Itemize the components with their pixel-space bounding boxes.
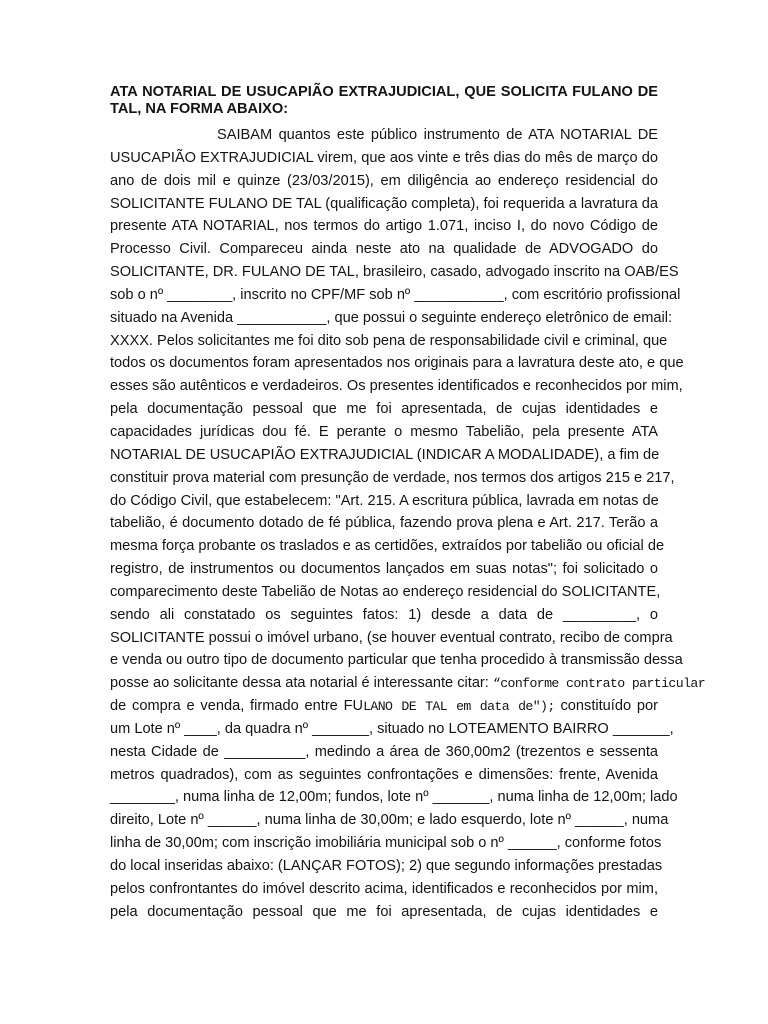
body-line: ano de dois mil e quinze (23/03/2015), em diligência ao endereço residencial do [110,172,658,189]
body-line: situado na Avenida ___________, que possui o seguinte endereço eletrônico de email: [110,309,673,326]
body-line: um Lote nº ____, da quadra nº _______, situado no LOTEAMENTO BAIRRO _______, [110,720,674,737]
body-line: metros quadrados), com as seguintes confrontações e dimensões: frente, Avenida [110,766,658,783]
body-line: Processo Civil. Compareceu ainda neste ato na qualidade de ADVOGADO do [110,241,658,258]
body-line: registro, de instrumentos ou documentos lançados em suas notas"; foi solicitado o [110,561,658,578]
body-line: SOLICITANTE FULANO DE TAL (qualificação completa), foi requerida a lavratura da [110,195,658,212]
body-line [110,672,706,695]
body-line: SAIBAM quantos este público instrumento de ATA NOTARIAL DE [217,127,658,143]
body-line: pelos confrontantes do imóvel descrito acima, identificados e reconhecidos por mim, [110,880,658,897]
body-line-text: de compra e venda, firmado entre FU [110,698,364,715]
body-line: mesma força probante os traslados e as certidões, extraídos por tabelião ou oficial de [110,538,665,555]
body-line: do Código Civil, que estabelecem: "Art. 215. A escritura pública, lavrada em notas de [110,492,659,509]
body-line: ________, numa linha de 12,00m; fundos, lote nº _______, numa linha de 12,00m; lado [110,789,678,806]
body-line-text: posse ao solicitante dessa ata notarial é interessante citar: [110,675,493,692]
body-line: sendo ali constatado os seguintes fatos: 1) desde a data de _________, o [110,606,658,623]
body-line: SOLICITANTE, DR. FULANO DE TAL, brasileiro, casado, advogado inscrito na OAB/ES [110,264,679,281]
body-line: comparecimento deste Tabelião de Notas ao endereço residencial do SOLICITANTE, [110,583,661,600]
body-line: capacidades jurídicas dou fé. E perante o mesmo Tabelião, pela presente ATA [110,423,658,440]
body-line: XXXX. Pelos solicitantes me foi dito sob pena de responsabilidade civil e criminal, que [110,332,668,349]
body-line: tabelião, é documento dotado de fé pública, fazendo prova plena e Art. 217. Terão a [110,515,658,532]
body-line: SOLICITANTE possui o imóvel urbano, (se houver eventual contrato, recibo de compra [110,629,673,646]
body-line: pela documentação pessoal que me foi apresentada, de cujas identidades e [110,903,658,920]
body-line: nesta Cidade de __________, medindo a área de 360,00m2 (trezentos e sessenta [110,743,658,760]
typed-quote-text: LANO DE TAL em data de"); [363,699,555,715]
typed-quote-text: “conforme contrato particular [492,676,706,692]
body-line: direito, Lote nº ______, numa linha de 30,00m; e lado esquerdo, lote nº ______, numa [110,812,669,829]
body-line: sob o nº ________, inscrito no CPF/MF sob nº ___________, com escritório profissional [110,286,681,303]
body-line: constituir prova material com presunção de verdade, nos termos dos artigos 215 e 217, [110,469,675,486]
document-title: ATA NOTARIAL DE USUCAPIÃO EXTRAJUDICIAL, QUE SOLICITA FULANO DE TAL, NA FORMA ABAIXO: [110,84,658,117]
body-line [110,695,658,718]
body-line: NOTARIAL DE USUCAPIÃO EXTRAJUDICIAL (INDICAR A MODALIDADE), a fim de [110,446,660,463]
body-line: presente ATA NOTARIAL, nos termos do artigo 1.071, inciso I, do novo Código de [110,218,658,235]
document-body [110,124,706,924]
body-line: do local inseridas abaixo: (LANÇAR FOTOS); 2) que segundo informações prestadas [110,858,663,874]
body-line: pela documentação pessoal que me foi apresentada, de cujas identidades e [110,401,658,418]
body-line: esses são autênticos e verdadeiros. Os presentes identificados e reconhecidos por mim, [110,378,683,395]
body-line: USUCAPIÃO EXTRAJUDICIAL virem, que aos vinte e três dias do mês de março do [110,149,658,166]
body-line-text: constituído por [554,698,658,715]
body-line: todos os documentos foram apresentados nos originais para a lavratura deste ato, e que [110,355,684,372]
body-line: linha de 30,00m; com inscrição imobiliária municipal sob o nº ______, conforme fotos [110,835,662,852]
body-line: e venda ou outro tipo de documento particular que tenha procedido à transmissão dessa [110,652,683,669]
